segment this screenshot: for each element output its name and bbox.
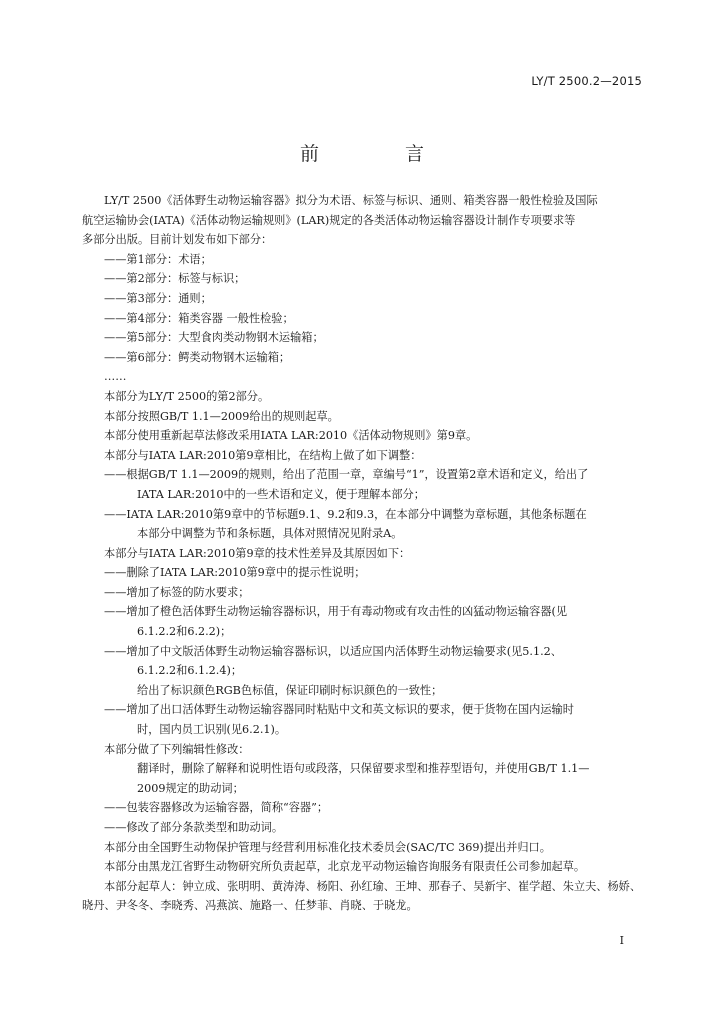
text-line: ——增加了出口活体野生动物运输容器同时粘贴中文和英文标识的要求，便于货物在国内运输时 [104,703,574,717]
text-line: ——根据GB/T 1.1—2009的规则，给出了范围一章，章编号“1”，设置第2章术语和定义，给出了 [104,468,589,482]
text-line: ——包装容器修改为运输容器，简称“容器”； [104,801,329,815]
text-line: 本部分使用重新起草法修改采用IATA LAR:2010《活体动物规则》第9章。 [104,429,478,443]
text-line: 本部分中调整为节和条标题，具体对照情况见附录A。 [137,527,403,541]
text-line: ——删除了IATA LAR:2010第9章中的提示性说明； [104,566,366,580]
text-line: 晓丹、尹冬冬、李晓秀、冯燕滨、施路一、任梦菲、肖晓、于晓龙。 [82,899,418,913]
standard-code: LY/T 2500.2—2015 [531,74,642,88]
text-line: ——增加了中文版活体野生动物运输容器标识，以适应国内活体野生动物运输要求(见5.1.2、 [104,644,562,658]
text-line: 2009规定的助动词； [137,781,244,795]
text-line: ——IATA LAR:2010第9章中的节标题9.1、9.2和9.3，在本部分中调整为章标题，其他条标题在 [104,507,587,521]
text-line: 本部分由黑龙江省野生动物研究所负责起草，北京龙平动物运输咨询服务有限责任公司参加起草。 [104,860,586,874]
text-line: ——第2部分：标签与标识； [104,272,246,286]
text-line: 本部分做了下列编辑性修改： [104,742,250,756]
text-line: ——增加了橙色活体野生动物运输容器标识，用于有毒动物或有攻击性的凶猛动物运输容器(见 [104,605,568,619]
text-line: 航空运输协会(IATA)《活体动物运输规则》(LAR)规定的各类活体动物运输容器设计制作专项要求等 [82,213,576,227]
text-line: 6.1.2.2和6.2.2)； [137,625,232,639]
text-line: 本部分为LY/T 2500的第2部分。 [104,389,270,403]
text-line: 给出了标识颜色RGB色标值，保证印刷时标识颜色的一致性； [137,683,443,697]
page-title: 前 言 [299,143,465,165]
text-line: LY/T 2500《活体野生动物运输容器》拟分为术语、标签与标识、通则、箱类容器一般性检验及国际 [104,194,598,207]
text-line: 时，国内员工识别(见6.2.1)。 [137,723,287,737]
text-line: ——第3部分：通则； [104,291,212,305]
text-line: 本部分起草人：钟立成、张明明、黄涛涛、杨阳、孙红瑜、王坤、那春子、吴新宇、崔学超、朱立夫、杨娇、 [104,879,642,893]
foreword-body [82,191,642,916]
text-line: 本部分与IATA LAR:2010第9章相比，在结构上做了如下调整： [104,448,422,462]
text-line: ——第5部分：大型食肉类动物钢木运输箱； [104,331,324,345]
text-line: ——第1部分：术语； [104,252,212,266]
text-line: 本部分由全国野生动物保护管理与经营利用标准化技术委员会(SAC/TC 369)提出并归口。 [104,840,551,854]
text-line: 翻译时，删除了解释和说明性语句或段落，只保留要求型和推荐型语句，并使用GB/T 1.1— [137,762,590,776]
text-line: ——第4部分：箱类容器 一般性检验； [104,311,294,325]
text-line: 本部分按照GB/T 1.1—2009给出的规则起草。 [104,409,339,423]
text-line: ——增加了标签的防水要求； [104,585,250,599]
text-line: ——修改了部分条款类型和助动词。 [104,821,284,834]
text-line: ——第6部分：鳄类动物钢木运输箱； [104,350,291,364]
page-number: I [619,934,624,947]
text-line: …… [104,370,127,384]
text-line: 多部分出版。目前计划发布如下部分： [82,233,273,247]
text-line: IATA LAR:2010中的一些术语和定义，便于理解本部分； [137,487,425,501]
text-line: 本部分与IATA LAR:2010第9章的技术性差异及其原因如下： [104,546,411,560]
text-line: 6.1.2.2和6.1.2.4)； [137,664,243,678]
